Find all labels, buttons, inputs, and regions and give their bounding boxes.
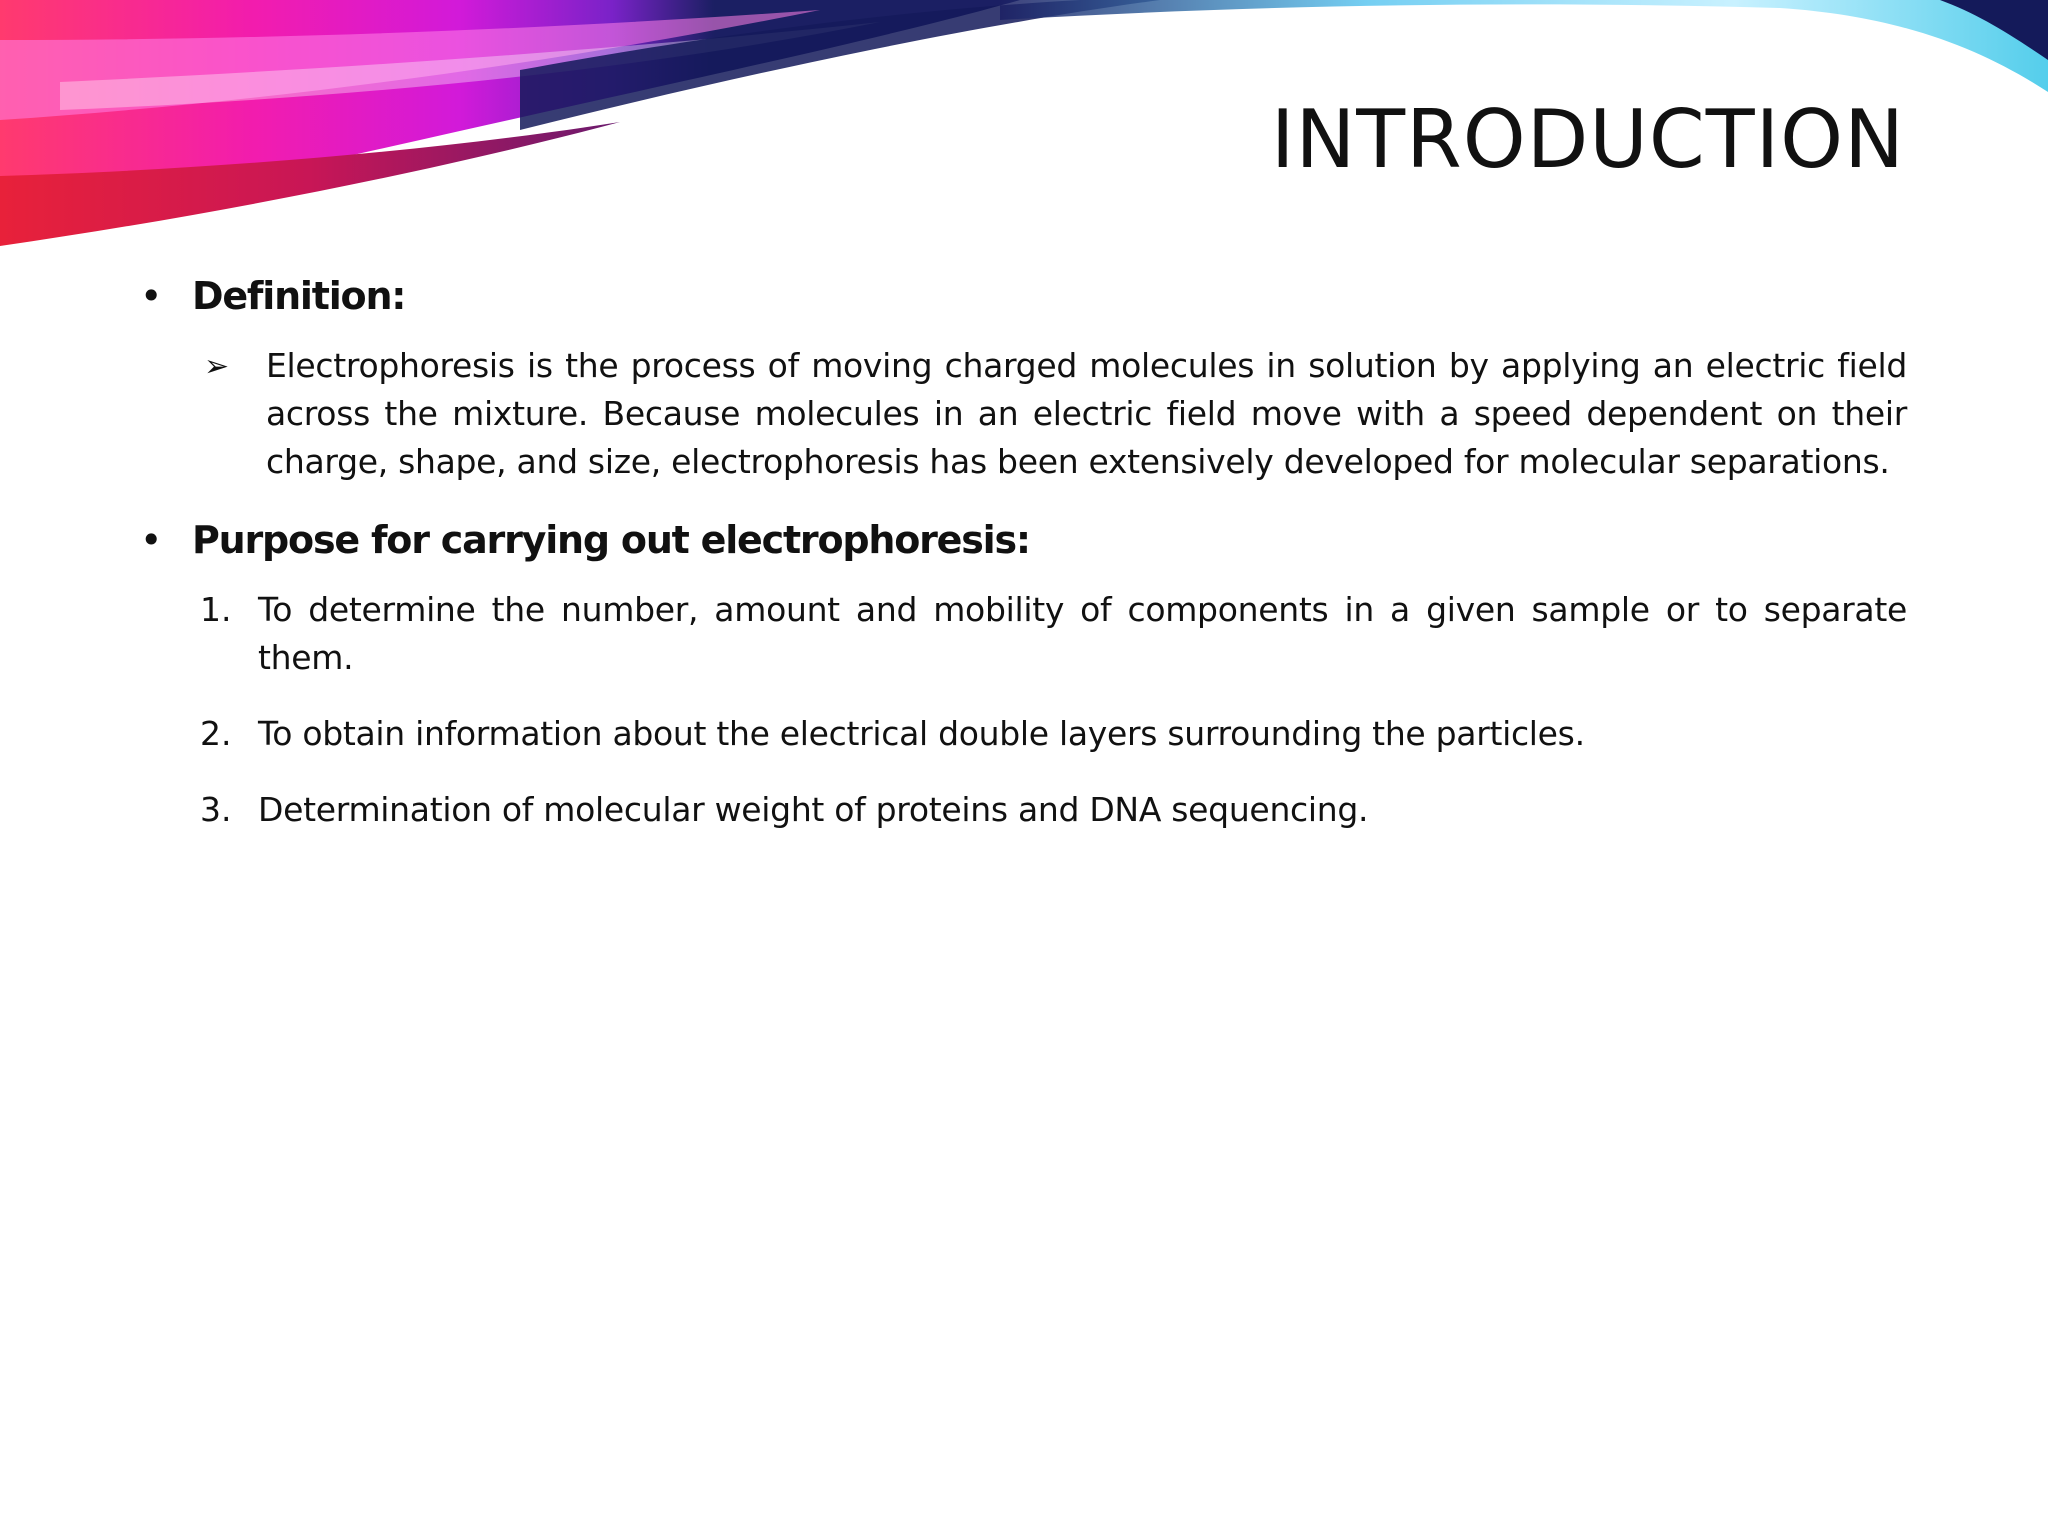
list-item-text: To determine the number, amount and mobility of components in a given sample or to separate them. [258, 590, 1907, 677]
list-item-text: To obtain information about the electrical double layers surrounding the particles. [258, 714, 1585, 753]
list-number: 3. [200, 790, 232, 829]
list-item-text: Determination of molecular weight of proteins and DNA sequencing. [258, 790, 1369, 829]
heading-text: Purpose for carrying out electrophoresis: [192, 518, 1030, 562]
section-heading-purpose [140, 512, 1907, 568]
bullet-marker: • [140, 274, 163, 318]
arrow-bullet-icon: ➢ [204, 349, 230, 384]
section-heading-definition [140, 268, 1907, 324]
swoosh-cyan-band [1000, 0, 2048, 92]
list-item [200, 586, 1907, 682]
list-item [200, 786, 1907, 834]
slide-content [140, 268, 1907, 862]
slide-title: INTRODUCTION [1270, 93, 1905, 186]
bullet-marker: • [140, 518, 163, 562]
definition-paragraph: Electrophoresis is the process of moving charged molecules in solution by applying an electric field across the mixture. Because molecules in an electric field move with a speed dependent on their charge, shape, and size, electrophoresis has been extensively developed for molecular separations. [266, 346, 1907, 481]
definition-sub-bullet [204, 342, 1907, 486]
list-number: 2. [200, 714, 232, 753]
purpose-list [140, 586, 1907, 834]
list-item [200, 710, 1907, 758]
heading-text: Definition: [192, 274, 406, 318]
list-number: 1. [200, 590, 232, 629]
